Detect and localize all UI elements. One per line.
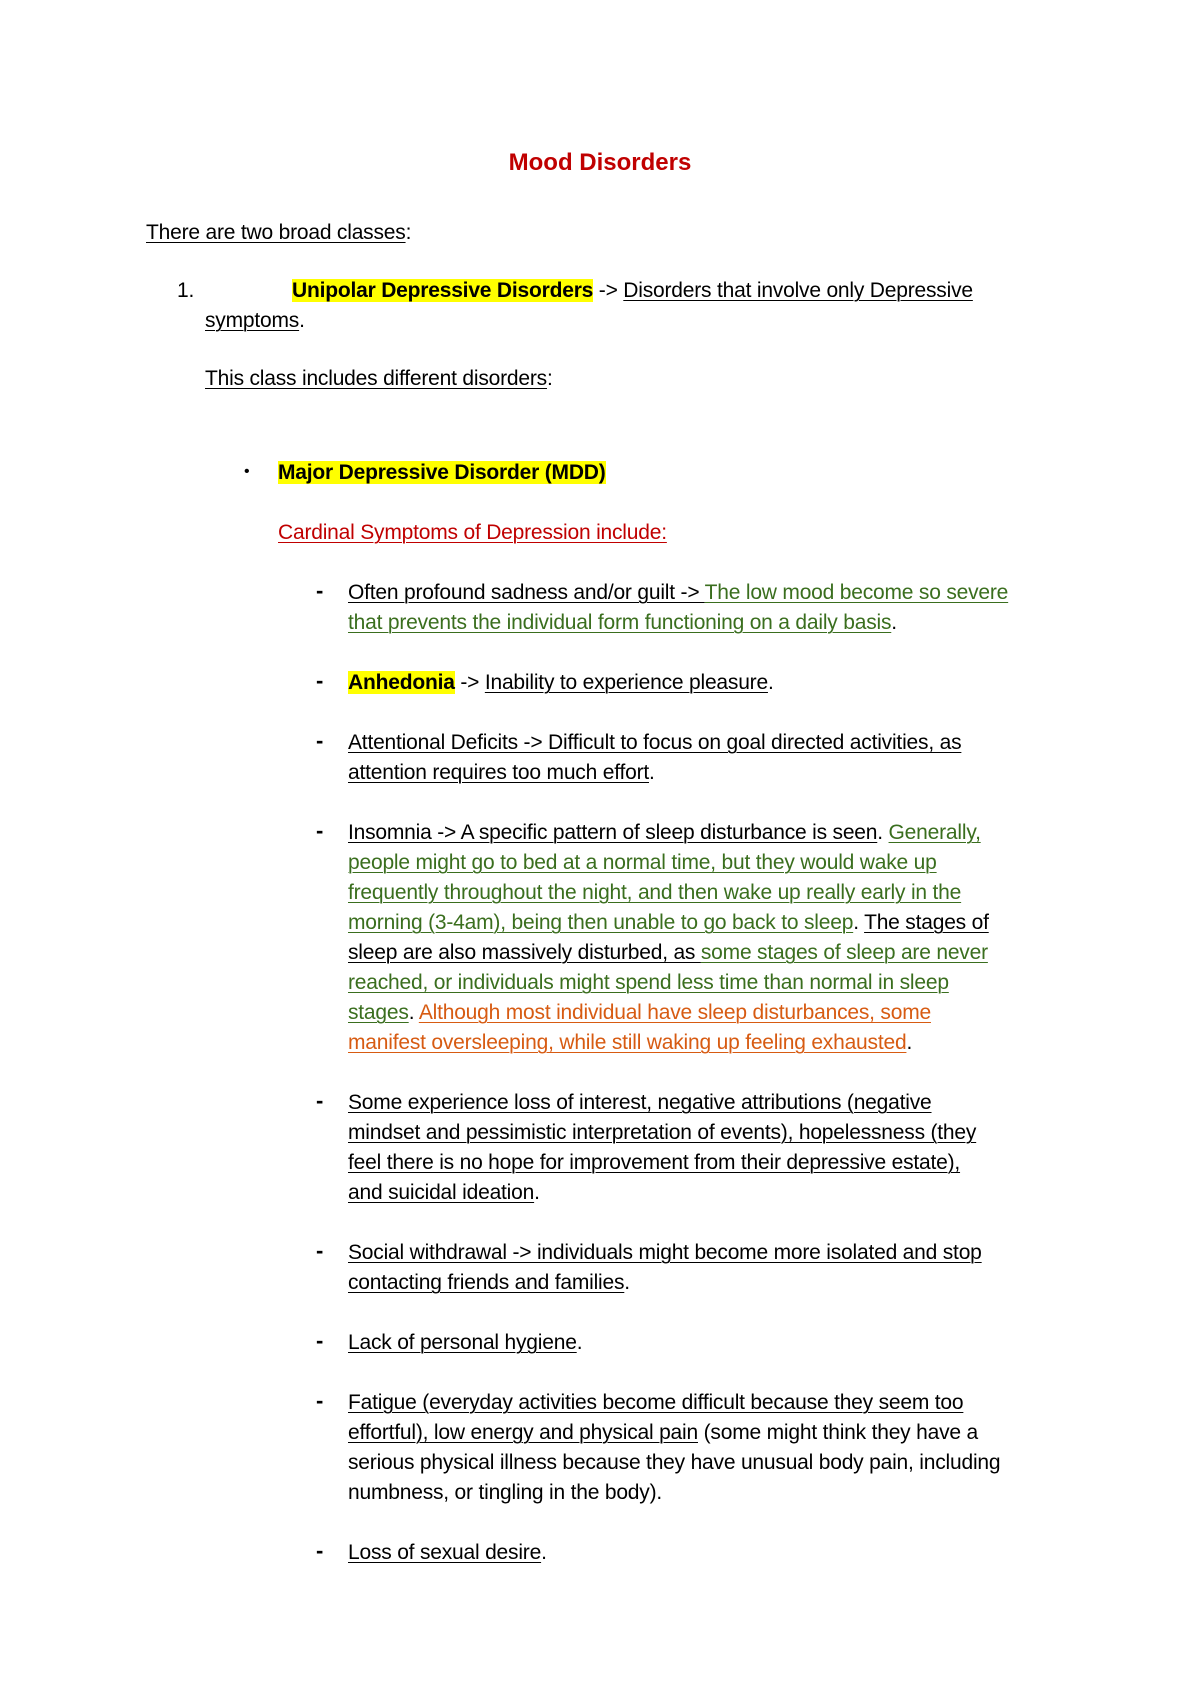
includes-colon: : — [546, 367, 553, 390]
s1-l1b: The low mood become so severe — [704, 581, 1009, 604]
s7-text: Lack of personal hygiene — [348, 1331, 577, 1354]
s4-line6 — [348, 968, 949, 998]
s2-def: Inability to experience pleasure — [484, 671, 768, 694]
class1-line1 — [292, 276, 973, 306]
s5-l1: Some experience loss of interest, negative attributions (negative — [348, 1091, 932, 1114]
intro-line — [146, 218, 411, 248]
dash-9: - — [316, 1538, 324, 1563]
dash-1: - — [316, 578, 324, 603]
s3-line1 — [348, 728, 961, 758]
s4-l3: frequently throughout the night, and then wake up really early in the — [348, 881, 962, 904]
cardinal-heading — [278, 518, 667, 548]
s4-line7 — [348, 998, 931, 1028]
s2-line — [348, 668, 774, 698]
s9-end: . — [541, 1541, 547, 1564]
class1-line2 — [205, 306, 305, 336]
s6-l1: Social withdrawal -> individuals might become more isolated and stop — [348, 1241, 982, 1264]
s6-l2: contacting friends and families — [348, 1271, 625, 1294]
s4-l5b: some stages of sleep are never — [700, 941, 988, 964]
dash-5: - — [316, 1088, 324, 1113]
dash-2: - — [316, 668, 324, 693]
s6-line2 — [348, 1268, 630, 1298]
s8-line3: serious physical illness because they have unusual body pain, including — [348, 1451, 1001, 1474]
class1-arrow: -> — [593, 279, 624, 302]
intro-text: There are two broad classes — [146, 221, 406, 244]
s8-line1 — [348, 1388, 963, 1418]
s5-line1 — [348, 1088, 932, 1118]
includes-line — [205, 364, 553, 394]
class1-def-line2: symptoms — [205, 309, 300, 332]
s1-l1a: Often profound sadness and/or guilt -> — [348, 581, 705, 604]
s4-l6: reached, or individuals might spend less time than normal in sleep — [348, 971, 949, 994]
s4-l7a: stages — [348, 1001, 409, 1024]
s7-line — [348, 1328, 582, 1358]
s1-line2 — [348, 608, 897, 638]
s2-arrow: -> — [454, 671, 485, 694]
bullet-mdd: • — [244, 463, 250, 480]
mdd-name: Major Depressive Disorder (MDD) — [278, 461, 606, 484]
s4-l1c: Generally, — [888, 821, 981, 844]
s6-end: . — [624, 1271, 630, 1294]
s3-line2 — [348, 758, 655, 788]
s4-line4 — [348, 908, 989, 938]
s8-line4: numbness, or tingling in the body). — [348, 1481, 663, 1504]
s4-l7c: Although most individual have sleep disturbances, some — [418, 1001, 931, 1024]
s4-line1 — [348, 818, 981, 848]
includes-text: This class includes different disorders — [205, 367, 547, 390]
s8-l2b: (some might think they have a — [698, 1421, 978, 1444]
s4-l1b: . — [877, 821, 889, 844]
list-number-1: 1. — [177, 279, 195, 302]
class1-def-line1: Disorders that involve only Depressive — [623, 279, 973, 302]
s4-l5a: sleep are also massively disturbed, as — [348, 941, 701, 964]
s8-l2a: effortful), low energy and physical pain — [348, 1421, 698, 1444]
s5-line2 — [348, 1118, 976, 1148]
s5-l4: and suicidal ideation — [348, 1181, 535, 1204]
s4-line5 — [348, 938, 988, 968]
s3-l2: attention requires too much effort — [348, 761, 649, 784]
s4-l1a: Insomnia -> A specific pattern of sleep disturbance is seen — [348, 821, 878, 844]
intro-colon: : — [405, 221, 412, 244]
s4-end: . — [906, 1031, 913, 1054]
mdd-line — [278, 458, 606, 488]
s4-l7b: . — [408, 1001, 419, 1024]
s4-line3 — [348, 878, 961, 908]
s5-line3 — [348, 1148, 960, 1178]
s5-line4 — [348, 1178, 540, 1208]
dash-4: - — [316, 818, 324, 843]
s4-line2 — [348, 848, 937, 878]
s1-l2: that prevents the individual form functioning on a daily basis — [348, 611, 892, 634]
s5-l3: feel there is no hope for improvement from their depressive estate), — [348, 1151, 961, 1174]
s4-l4a: morning (3-4am), being then unable to go back to sleep — [348, 911, 854, 934]
dash-3: - — [316, 728, 324, 753]
s4-l4c: The stages of — [864, 911, 989, 934]
dash-8: - — [316, 1388, 324, 1413]
s9-text: Loss of sexual desire — [348, 1541, 542, 1564]
s1-line1 — [348, 578, 1008, 608]
class1-name: Unipolar Depressive Disorders — [292, 279, 594, 302]
s6-line1 — [348, 1238, 982, 1268]
page-title: Mood Disorders — [508, 149, 692, 176]
s8-l1: Fatigue (everyday activities become difficult because they seem too — [348, 1391, 964, 1414]
s4-l4b: . — [853, 911, 865, 934]
s3-l1: Attentional Deficits -> Difficult to focus on goal directed activities, as — [348, 731, 962, 754]
s8-line2 — [348, 1418, 978, 1448]
dash-6: - — [316, 1238, 324, 1263]
s5-end: . — [534, 1181, 540, 1204]
class1-period: . — [299, 309, 305, 332]
s5-l2: mindset and pessimistic interpretation of events), hopelessness (they — [348, 1121, 977, 1144]
s1-end: . — [891, 611, 897, 634]
s4-line8 — [348, 1028, 912, 1058]
s4-l2: people might go to bed at a normal time, but they would wake up — [348, 851, 937, 874]
s2-term: Anhedonia — [348, 671, 455, 694]
dash-7: - — [316, 1328, 324, 1353]
s9-line — [348, 1538, 547, 1568]
s7-end: . — [576, 1331, 583, 1354]
s2-end: . — [767, 671, 774, 694]
s4-l8: manifest oversleeping, while still waking up feeling exhausted — [348, 1031, 907, 1054]
s3-end: . — [649, 761, 655, 784]
cardinal-heading-text: Cardinal Symptoms of Depression include: — [278, 521, 667, 544]
